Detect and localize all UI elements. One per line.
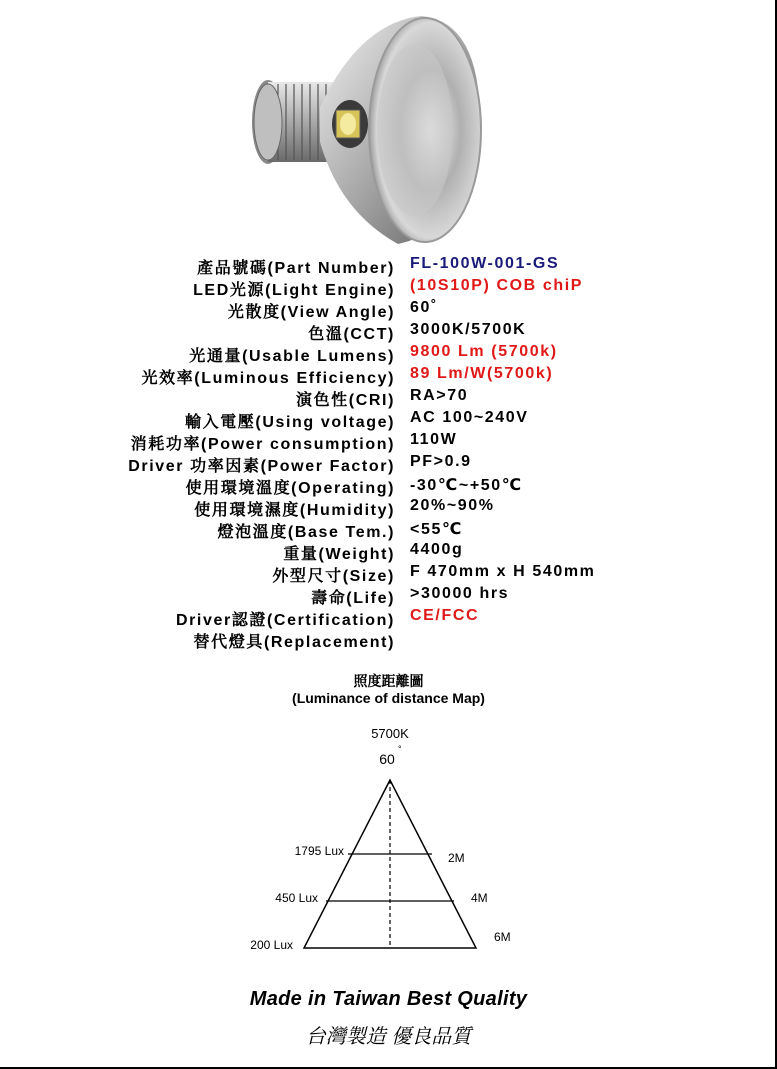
spec-row [0,431,777,453]
spec-row [0,343,777,365]
spec-value: 110W [410,431,458,448]
spec-value: PF>0.9 [410,453,472,470]
spec-row [0,519,777,541]
spec-label: 外型尺寸(Size) [272,568,395,585]
spec-label: Driver認證(Certification) [175,612,395,629]
spec-value: 3000K/5700K [410,321,527,338]
spec-value: (10S10P) COB chiP [410,277,584,294]
spec-value: <55℃ [410,521,463,538]
spec-value: -30℃~+50℃ [410,477,523,494]
map-title-zh: 照度距離圖 [353,673,424,689]
spec-label: Driver 功率因素(Power Factor) [128,458,395,475]
distance-label-4m: 4M [471,891,488,905]
distance-label-6m: 6M [494,930,511,944]
spec-row [0,585,777,607]
spec-value: F 470mm x H 540mm [410,563,596,580]
spec-row [0,475,777,497]
spec-value: FL-100W-001-GS [410,255,560,272]
spec-row [0,255,777,277]
luminance-diagram [230,722,550,962]
spec-label: 重量(Weight) [283,546,395,563]
spec-value: RA>70 [410,387,469,404]
distance-label-2m: 2M [448,851,465,865]
spec-label: 光散度(View Angle) [227,304,395,321]
spec-row [0,563,777,585]
spec-label: 輸入電壓(Using voltage) [185,414,395,431]
spec-table [0,255,777,651]
spec-row [0,277,777,299]
spec-label: 光通量(Usable Lumens) [189,348,395,365]
spec-label: 使用環境濕度(Humidity) [194,502,395,519]
spec-value: 20%~90% [410,497,495,514]
spec-label: 替代燈具(Replacement) [193,634,395,651]
spec-value: 9800 Lm (5700k) [410,343,558,360]
degree-mark: ° [398,744,402,754]
map-title-en: (Luminance of distance Map) [292,690,485,706]
spec-row [0,629,777,651]
spec-label: 使用環境溫度(Operating) [185,480,395,497]
spec-value: AC 100~240V [410,409,529,426]
spec-value: 4400g [410,541,464,558]
spec-row [0,321,777,343]
spec-value: CE/FCC [410,607,480,624]
spec-label: 色溫(CCT) [308,326,395,343]
spec-row [0,497,777,519]
spec-row [0,299,777,321]
footer-english: Made in Taiwan Best Quality [249,988,528,1010]
lux-label-2m: 1795 Lux [294,844,344,858]
spec-label: 燈泡溫度(Base Tem.) [217,524,395,541]
spec-row [0,541,777,563]
spec-label: LED光源(Light Engine) [193,282,395,299]
product-lamp-image [240,12,490,247]
spec-row [0,387,777,409]
lux-label-4m: 450 Lux [275,891,318,905]
spec-row [0,409,777,431]
spec-label: 壽命(Life) [311,590,395,607]
spec-value: >30000 hrs [410,585,510,602]
spec-label: 消耗功率(Power consumption) [130,436,395,453]
spec-label: 產品號碼(Part Number) [197,260,395,277]
spec-label: 光效率(Luminous Efficiency) [141,370,395,387]
cct-label: 5700K [371,726,409,741]
spec-row [0,453,777,475]
spec-value: 89 Lm/W(5700k) [410,365,554,382]
lux-label-6m: 200 Lux [250,938,293,952]
spec-label: 演色性(CRI) [295,392,395,409]
spec-row [0,607,777,629]
spec-value: 60˚ [410,299,438,316]
spec-row [0,365,777,387]
angle-value: 60 [379,751,395,767]
footer-chinese: 台灣製造 優良品質 [305,1026,472,1048]
angle-label [379,751,395,767]
